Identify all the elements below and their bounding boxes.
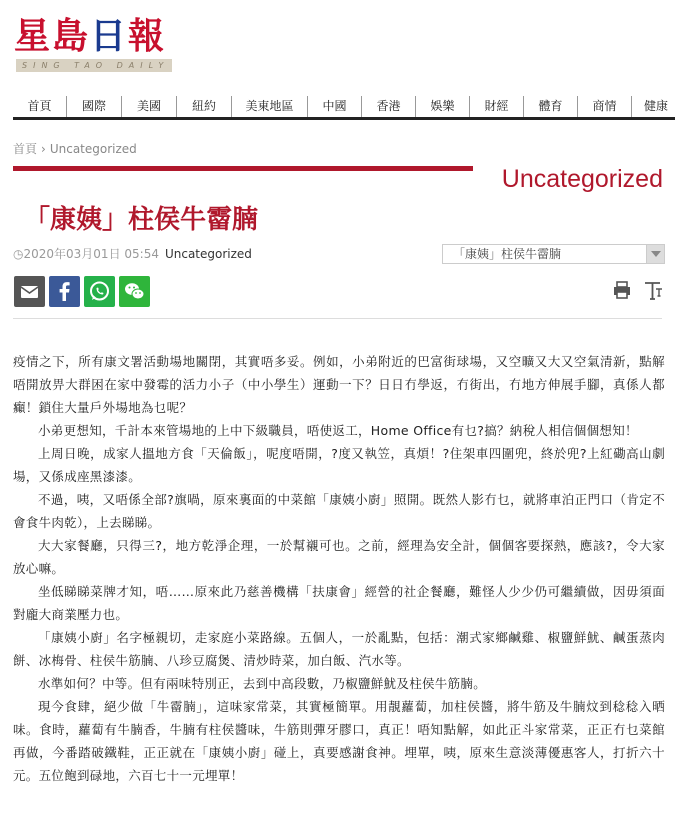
logo-subtitle: SING TAO DAILY (16, 59, 172, 72)
print-icon (611, 279, 633, 301)
nav-item-international[interactable]: 國際 (66, 96, 121, 117)
nav-item-business[interactable]: 商情 (577, 96, 631, 117)
divider (13, 318, 662, 319)
mail-icon (14, 276, 45, 307)
article-body (13, 350, 665, 787)
whatsapp-icon (84, 276, 115, 307)
article-paragraph: 「康姨小廚」名字極親切，走家庭小菜路線。五個人，一於亂點，包括：潮式家鄉鹹雞、椒鹽鮮魷、鹹蛋蒸肉餅、冰梅骨、柱侯牛筋腩、八珍豆腐煲、清炒時菜，加白飯、汽水等。 (13, 630, 665, 668)
article-paragraph: 上周日晚，成家人搵地方食「天倫飯」，呢度唔開，?度又執笠，真煩！?住架車四圍兜，終於兜?上紅磡高山劇場，又係成座黑漆漆。 (13, 446, 665, 484)
category-title: Uncategorized (501, 165, 663, 193)
article-select-value: 「康姨」柱侯牛霤腩 (453, 247, 562, 261)
article-select[interactable] (442, 244, 665, 264)
logo-text-part: 報 (128, 15, 167, 57)
article-date: 2020年03月01日 05:54 (23, 247, 159, 261)
nav-item-entertainment[interactable]: 娛樂 (415, 96, 469, 117)
site-logo[interactable] (14, 16, 174, 74)
article-title: 「康姨」柱侯牛霤腩 (24, 205, 259, 235)
clock-icon: ◷ (13, 247, 24, 261)
article-paragraph: 不過，咦，又唔係全部?旗喎，原來裏面的中菜館「康姨小廚」照開。既然人影冇乜，就將車泊正門口（肯定不會食牛肉乾），上去睇睇。 (13, 492, 665, 530)
nav-item-finance[interactable]: 財經 (469, 96, 523, 117)
nav-item-newyork[interactable]: 紐約 (176, 96, 231, 117)
nav-item-sports[interactable]: 體育 (523, 96, 577, 117)
share-mail-button[interactable] (14, 276, 45, 307)
share-wechat-button[interactable] (119, 276, 150, 307)
breadcrumb-home[interactable]: 首頁 (13, 142, 38, 156)
share-whatsapp-button[interactable] (84, 276, 115, 307)
article-paragraph: 坐低睇睇菜牌才知，唔……原來此乃慈善機構「扶康會」經營的社企餐廳，難怪人少少仍可繼續做，因毋須面對龐大商業壓力也。 (13, 584, 665, 622)
article-paragraph: 疫情之下，所有康文署活動場地關閉，其實唔多妥。例如，小弟附近的巴富街球場，又空曠又大又空氣清新，點解唔開放畀大群困在家中發霉的活力小子（中小學生）運動一下？日日冇學返，冇街出，冇地方伸展手腳，真係人都癲！鎖住大量戶外場地為乜呢？ (13, 354, 665, 415)
logo-text-part: 星島 (14, 15, 91, 57)
share-facebook-button[interactable] (49, 276, 80, 307)
nav-item-usa[interactable]: 美國 (121, 96, 176, 117)
chevron-down-icon[interactable] (646, 245, 664, 263)
logo-wordmark (14, 16, 174, 56)
category-rule (13, 166, 473, 171)
nav-item-home[interactable]: 首頁 (27, 99, 52, 113)
article-paragraph: 現今食肆，絕少做「牛霤腩」，這味家常菜，其實極簡單。用靚蘿蔔，加柱侯醬，將牛筋及牛腩炆到稔稔入晒味。食時，蘿蔔有牛腩香，牛腩有柱侯醬味，牛筋則彈牙膠口，真正！唔知點解，如此正斗家常菜，正正冇乜菜館再做，今番踏破鐵鞋，正正就在「康姨小廚」碰上，真要感謝食神。埋單，咦，原來生意淡薄優惠客人，打折六十元。五位飽到碌地，六百七十一元埋單！ (13, 699, 665, 783)
wechat-icon (119, 276, 150, 307)
breadcrumb-current[interactable]: Uncategorized (49, 142, 137, 156)
facebook-icon (49, 276, 80, 307)
nav-item-hongkong[interactable]: 香港 (361, 96, 415, 117)
breadcrumb-separator: › (41, 142, 46, 156)
nav-item-east-region[interactable]: 美東地區 (231, 96, 307, 117)
article-meta (13, 247, 252, 261)
nav-item-health[interactable]: 健康 (631, 96, 675, 117)
article-paragraph: 水準如何？中等。但有兩味特別正，去到中高段數，乃椒鹽鮮魷及柱侯牛筋腩。 (38, 676, 487, 691)
logo-text-part: 日 (90, 15, 129, 57)
nav-item-china[interactable]: 中國 (307, 96, 361, 117)
font-size-icon (642, 279, 664, 301)
print-button[interactable] (611, 279, 633, 301)
article-paragraph: 大大家餐廳，只得三?，地方乾淨企理，一於幫襯可也。之前，經理為安全計，個個客要探熱，應該?，令大家放心嘛。 (13, 538, 665, 576)
article-paragraph: 小弟更想知，千計本來管場地的上中下級職員，唔使返工，Home Office有乜?搞？納稅人相信個個想知！ (38, 423, 638, 438)
font-size-button[interactable] (642, 279, 664, 301)
main-nav (13, 96, 675, 120)
article-category[interactable]: Uncategorized (164, 247, 252, 261)
breadcrumb (13, 140, 137, 157)
